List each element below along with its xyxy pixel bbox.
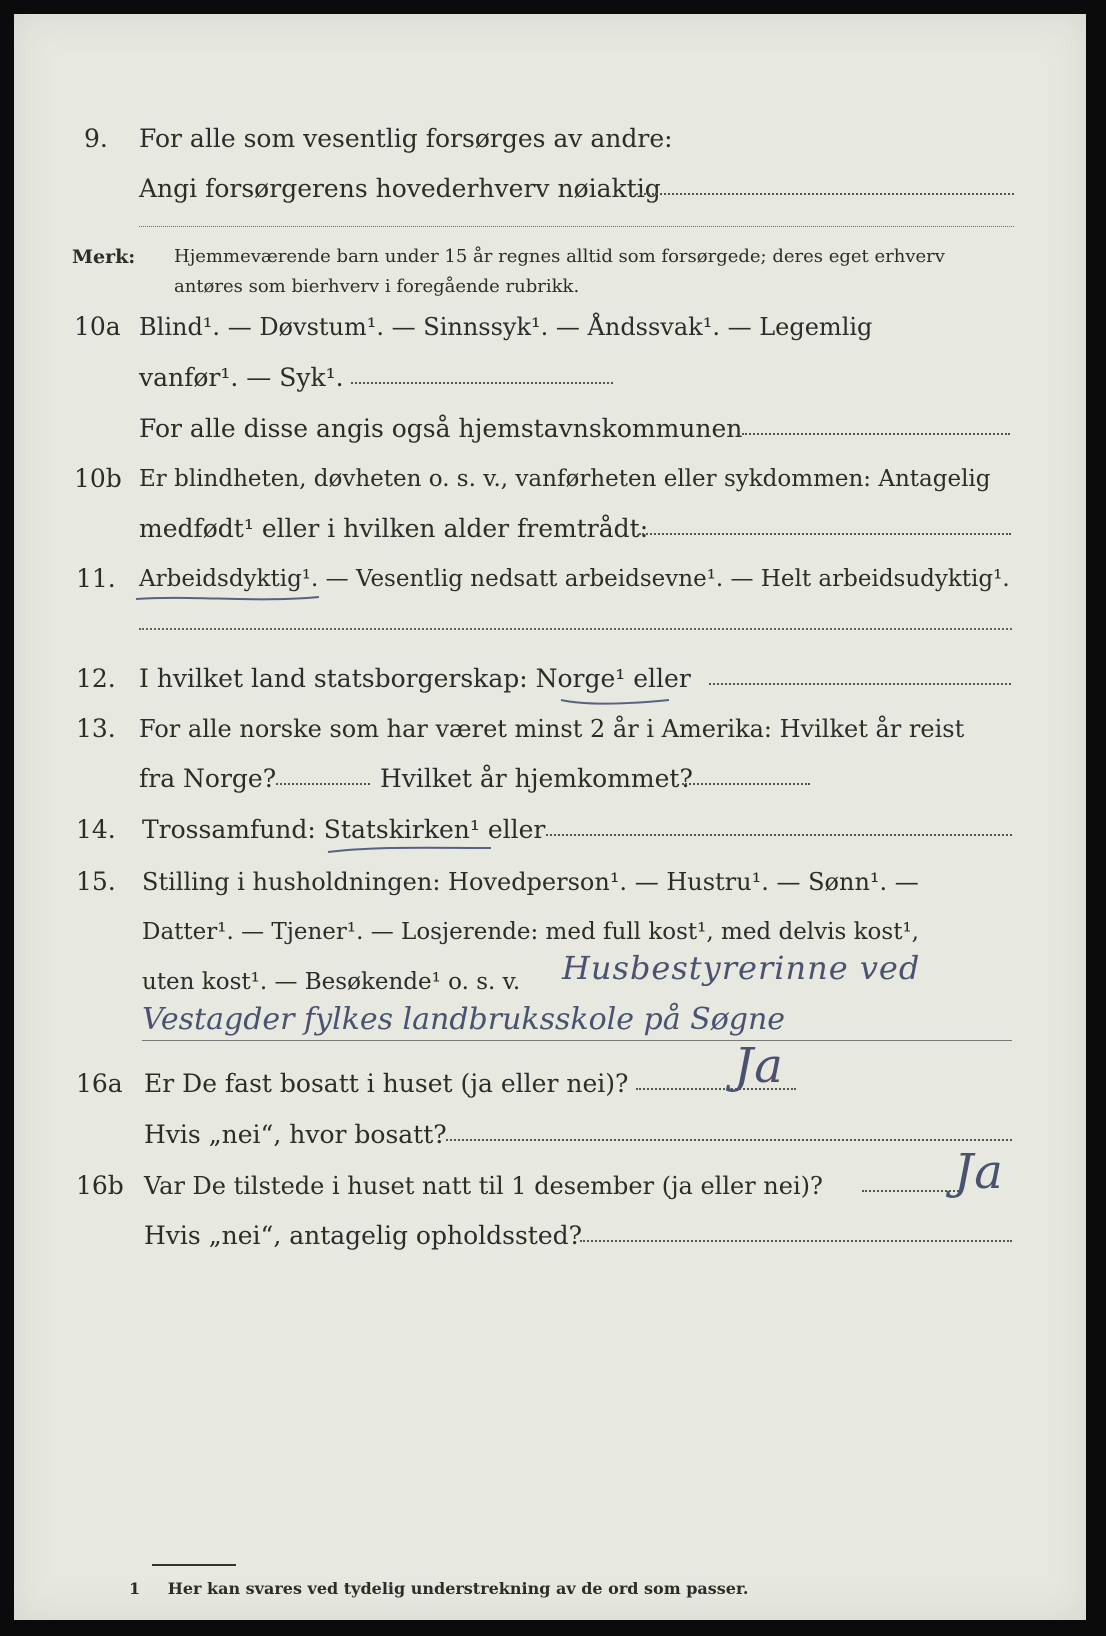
fill-line[interactable]: [351, 382, 613, 384]
question-number: 10a: [74, 312, 121, 341]
handwritten-answer: Husbestyrerinne ved: [562, 949, 921, 987]
note-label: Merk:: [72, 246, 136, 268]
question-10a-line3: [14, 409, 1086, 449]
question-number: 14.: [76, 815, 116, 844]
question-text: Er De fast bosatt i huset (ja eller nei)?: [144, 1069, 629, 1098]
question-number: 9.: [84, 124, 108, 153]
question-15-line3: [14, 949, 1086, 1002]
question-text: fra Norge?: [139, 764, 277, 793]
question-number: 13.: [76, 714, 116, 743]
question-10b: [14, 459, 1086, 499]
footnote-rule: [152, 1564, 236, 1566]
question-15-line4: [14, 1002, 1086, 1052]
question-13-line2: [14, 759, 1086, 799]
handwritten-underline: [134, 589, 334, 609]
question-12: [14, 659, 1086, 699]
fill-line[interactable]: [682, 783, 810, 785]
footnote-mark: 1: [129, 1579, 141, 1598]
note-text: Hjemmeværende barn under 15 år regnes alltid som forsørgede; deres eget erhverv: [174, 246, 945, 267]
fill-line[interactable]: [709, 683, 1011, 685]
question-text: Datter¹. — Tjener¹. — Losjerende: med full kost¹, med delvis kost¹,: [142, 919, 919, 945]
question-9: [14, 119, 1086, 159]
handwritten-answer: Ja: [954, 1144, 1004, 1200]
handwritten-answer: Ja: [734, 1038, 784, 1094]
question-text: medfødt¹ eller i hvilken alder fremtrådt:: [139, 514, 649, 543]
question-16a-line2: [14, 1115, 1086, 1155]
question-15: [14, 862, 1086, 902]
question-number: 16b: [76, 1171, 124, 1200]
question-16a: [14, 1038, 1086, 1104]
question-text: Blind¹. — Døvstum¹. — Sinnssyk¹. — Åndssvak¹. — Legemlig: [139, 313, 873, 341]
question-text: vanfør¹. — Syk¹.: [139, 363, 344, 392]
fill-line[interactable]: [446, 1139, 1012, 1141]
question-number: 12.: [76, 664, 116, 693]
question-text: Trossamfund: Statskirken¹ eller: [142, 815, 546, 844]
question-number: 15.: [76, 867, 116, 896]
fill-line[interactable]: [139, 628, 1012, 630]
fill-line[interactable]: [580, 1240, 1012, 1242]
question-text: uten kost¹. — Besøkende¹ o. s. v.: [142, 969, 521, 995]
question-number: 10b: [74, 464, 122, 493]
fill-line[interactable]: [276, 783, 370, 785]
fill-line[interactable]: [742, 433, 1010, 435]
question-14: [14, 810, 1086, 850]
question-text: Var De tilstede i huset natt til 1 desember (ja eller nei)?: [144, 1172, 823, 1200]
question-9-line2: [14, 169, 1086, 209]
question-text: Hvis „nei“, antagelig opholdssted?: [144, 1221, 583, 1250]
question-16b: [14, 1144, 1086, 1206]
fill-line[interactable]: [862, 1190, 962, 1192]
question-text: Arbeidsdyktig¹. — Vesentlig nedsatt arbeidsevne¹. — Helt arbeidsudyktig¹.: [139, 566, 1010, 592]
question-text: Angi forsørgerens hovederhverv nøiaktig: [139, 174, 661, 203]
question-13: [14, 709, 1086, 749]
census-form-page: [14, 14, 1086, 1620]
question-text: Hvis „nei“, hvor bosatt?: [144, 1120, 447, 1149]
note-block-line2: [14, 272, 1086, 312]
question-text: Hvilket år hjemkommet?: [380, 764, 693, 793]
question-number: 11.: [76, 564, 116, 593]
fill-line[interactable]: [139, 226, 1014, 227]
fill-line[interactable]: [142, 1040, 1012, 1041]
question-16b-line2: [14, 1216, 1086, 1256]
question-text: Stilling i husholdningen: Hovedperson¹. — Hustru¹. — Sønn¹. —: [142, 868, 919, 896]
handwritten-underline: [326, 842, 496, 862]
question-text: I hvilket land statsborgerskap: Norge¹ eller: [139, 664, 691, 693]
fill-line[interactable]: [546, 834, 1012, 836]
fill-line[interactable]: [639, 533, 1011, 535]
question-text: For alle disse angis også hjemstavnskommunen: [139, 414, 743, 443]
question-text: For alle som vesentlig forsørges av andre:: [139, 124, 673, 153]
question-text: For alle norske som har været minst 2 år i Amerika: Hvilket år reist: [139, 715, 965, 743]
handwritten-answer: Vestagder fylkes landbruksskole på Søgne: [142, 1002, 786, 1037]
question-number: 16a: [76, 1069, 123, 1098]
footnote: [129, 1579, 748, 1598]
question-10b-line2: [14, 509, 1086, 549]
question-10a-line2: [14, 358, 1086, 398]
footnote-text: Her kan svares ved tydelig understrekning av de ord som passer.: [167, 1579, 749, 1598]
question-10a: [14, 307, 1086, 347]
note-text: antøres som bierhverv i foregående rubrikk.: [174, 276, 580, 297]
question-15-line2: [14, 912, 1086, 952]
question-text: Er blindheten, døvheten o. s. v., vanførheten eller sykdommen: Antagelig: [139, 466, 991, 492]
fill-line[interactable]: [636, 193, 1014, 195]
